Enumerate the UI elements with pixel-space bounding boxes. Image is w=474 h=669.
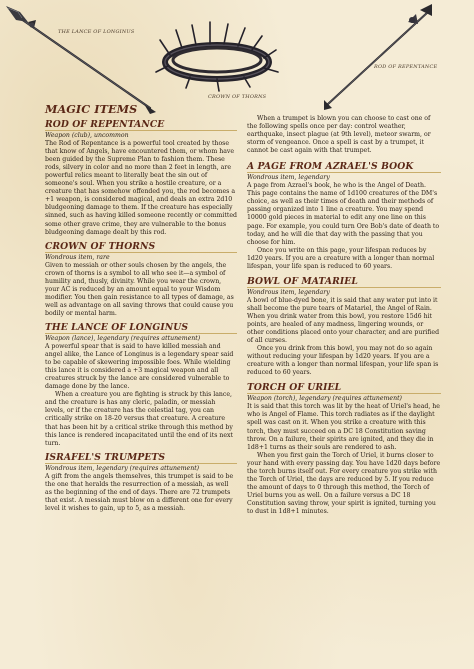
item-title: ROD OF REPENTANCE <box>45 119 165 130</box>
title-rule <box>45 252 237 253</box>
item-body: Given to messiah or other souls chosen by the angels, the crown of thorns is a symbol to all who see it—a symbol of humility and, thusly, divinity. While you wear the crown, your AC is reduced by an amount equal to your Wisdom modifier. You then gain resistance to all types of damage, as well as advantage on all saving throws that could cause you bodily or mental harm. <box>45 261 234 317</box>
item-meta: Weapon (club), uncommon <box>45 132 129 139</box>
right-column <box>247 115 441 516</box>
caption-rod: ROD OF REPENTANCE <box>374 64 438 70</box>
lance-icon <box>6 6 156 114</box>
item-meta: Weapon (torch), legendary (requires attunement) <box>247 395 402 403</box>
item-title: CROWN OF THORNS <box>45 240 156 252</box>
item-title: BOWL OF MATARIEL <box>247 275 358 287</box>
item-bowl-of-matariel <box>247 276 441 378</box>
item-body: A powerful spear that is said to have killed messiah and angel alike, the Lance of Longinus is a legendary spear said to be capable of skewering impossible foes. While wielding this lance it is considered a +3 magical weapon and all creatures struck by the lance are considered vulnerable to damage done by the lance. <box>45 343 234 391</box>
item-lance-of-longinus <box>45 322 237 448</box>
item-meta: Wondrous item, legendary (requires attunement) <box>45 464 200 472</box>
caption-crown: CROWN OF THORNS <box>208 94 267 100</box>
item-body: When you first gain the Torch of Uriel, it burns closer to your hand with every passing day. You have 1d20 days before the torch burns itself out. For every creature you strike with the Torch of Uriel, the days are reduced by 5. If you reduce the amount of days to 0 through this method, the Torch of Uriel burns you as well. On a failure versus a DC 18 Constitution saving throw, your spirit is ignited, turning you to dust in 1d8+1 minutes. <box>247 451 441 515</box>
item-meta: Wondrous item, legendary <box>247 288 330 296</box>
item-body: A bowl of blue-dyed bone, it is said that any water put into it shall become the pure tears of Matariel, the Angel of Rain. When you drink water from this bowl, you restore 15d6 hit points, are healed of any madness, lingering wounds, or other conditions placed onto your character, and are purified of all curses. <box>247 296 440 345</box>
title-rule <box>45 463 237 464</box>
item-torch-of-uriel <box>247 382 441 516</box>
item-body: A gift from the angels themselves, this trumpet is said to be the one that heralds the resurrection of a messiah, as well as the beginning of the end of days. There are 72 trumpets that exist. A messiah must blow on a different one for every level it wishes to gain, up to 5, as a messiah. <box>45 472 234 512</box>
title-rule <box>247 393 441 394</box>
left-column <box>45 103 237 513</box>
title-rule <box>45 333 237 334</box>
title-rule <box>247 287 441 288</box>
crown-of-thorns-icon <box>156 22 278 91</box>
item-title: ISRAFEL'S TRUMPETS <box>45 451 166 463</box>
item-body-continued: When a trumpet is blown you can choose to cast one of the following spells once per day: control weather, earthquake, insect plague (at 9th level), meteor swarm, or storm of vengeance. Once a spell is cast by a trumpet, it cannot be cast again with that trumpet. <box>247 115 431 155</box>
item-body: Once you write on this page, your lifespan reduces by 1d20 years. If you are a creature with a longer than normal lifespan, your life span is reduced to 60 years. <box>247 246 435 270</box>
item-body: When a creature you are fighting is struck by this lance, and the creature is has any cleric, paladin, or messiah levels, or if the creature has the celestial tag, you can critically strike on 18-20 versus that creature. A creature that has been hit by a critical strike through this method by this lance is rendered incapacitated until the end of its next turn. <box>45 391 233 447</box>
title-rule <box>247 172 441 173</box>
item-israfels-trumpets <box>45 452 237 513</box>
caption-lance: THE LANCE OF LONGINUS <box>58 29 135 35</box>
title-rule <box>45 130 237 131</box>
item-meta: Wondrous item, rare <box>45 253 110 261</box>
item-body: The Rod of Repentance is a powerful tool created by those that know of Angels, have encountered them, or whom have been guided by the Supreme Plan to fashion them. These rods, silvery in color and no more than 2 feet in length, are powerful relics meant to literally beat the sin out of someone's soul. When you strike a hostile creature, or a creature that has somehow offended you, the rod becomes a +1 weapon, is considered magical, and deals an extra 2d10 bludgeoning damage to them. If the creature has especially sinned, such as having killed someone recently or committed some other grave crime, they are vulnerable to the bonus bludgeoning damage dealt by this rod. <box>45 140 238 236</box>
section-heading: MAGIC ITEMS <box>45 102 138 116</box>
item-crown-of-thorns <box>45 241 237 318</box>
item-meta: Weapon (lance), legendary (requires attunement) <box>45 334 201 342</box>
item-title: A PAGE FROM AZRAEL'S BOOK <box>247 161 414 173</box>
item-body: A page from Azrael's book, he who is the Angel of Death. This page contains the name of 1d100 creatures of the DM's choice, as well as their times of death and their methods of passing organized into 1 line a creature. You may spend 10000 gold pieces in material to edit any one line on this page. For example, you could turn Ore Bob's date of death to today, and he will die that day with the passing that you choose for him. <box>247 182 440 246</box>
item-body: Once you drink from this bowl, you may not do so again without reducing your lifespan by 1d20 years. If you are a creature with a longer than normal lifespan, your life span is reduced to 60 years. <box>247 345 439 377</box>
item-title: THE LANCE OF LONGINUS <box>45 321 189 333</box>
item-title: TORCH OF URIEL <box>247 382 342 394</box>
rod-icon <box>324 4 432 110</box>
item-page-from-azraels-book <box>247 161 441 271</box>
item-rod-of-repentance <box>45 119 237 237</box>
item-body: It is said that this torch was lit by the heat of Uriel's head, he who is Angel of Flame. This torch radiates as if the daylight spell was cast on it. When you strike a creature with this torch, they must succeed on a DC 18 Constitution saving throw. On a failure, their spirits are ignited, and they die in 1d8+1 turns as their souls are rendered to ash. <box>247 403 440 451</box>
item-meta: Wondrous item, legendary <box>247 174 330 182</box>
